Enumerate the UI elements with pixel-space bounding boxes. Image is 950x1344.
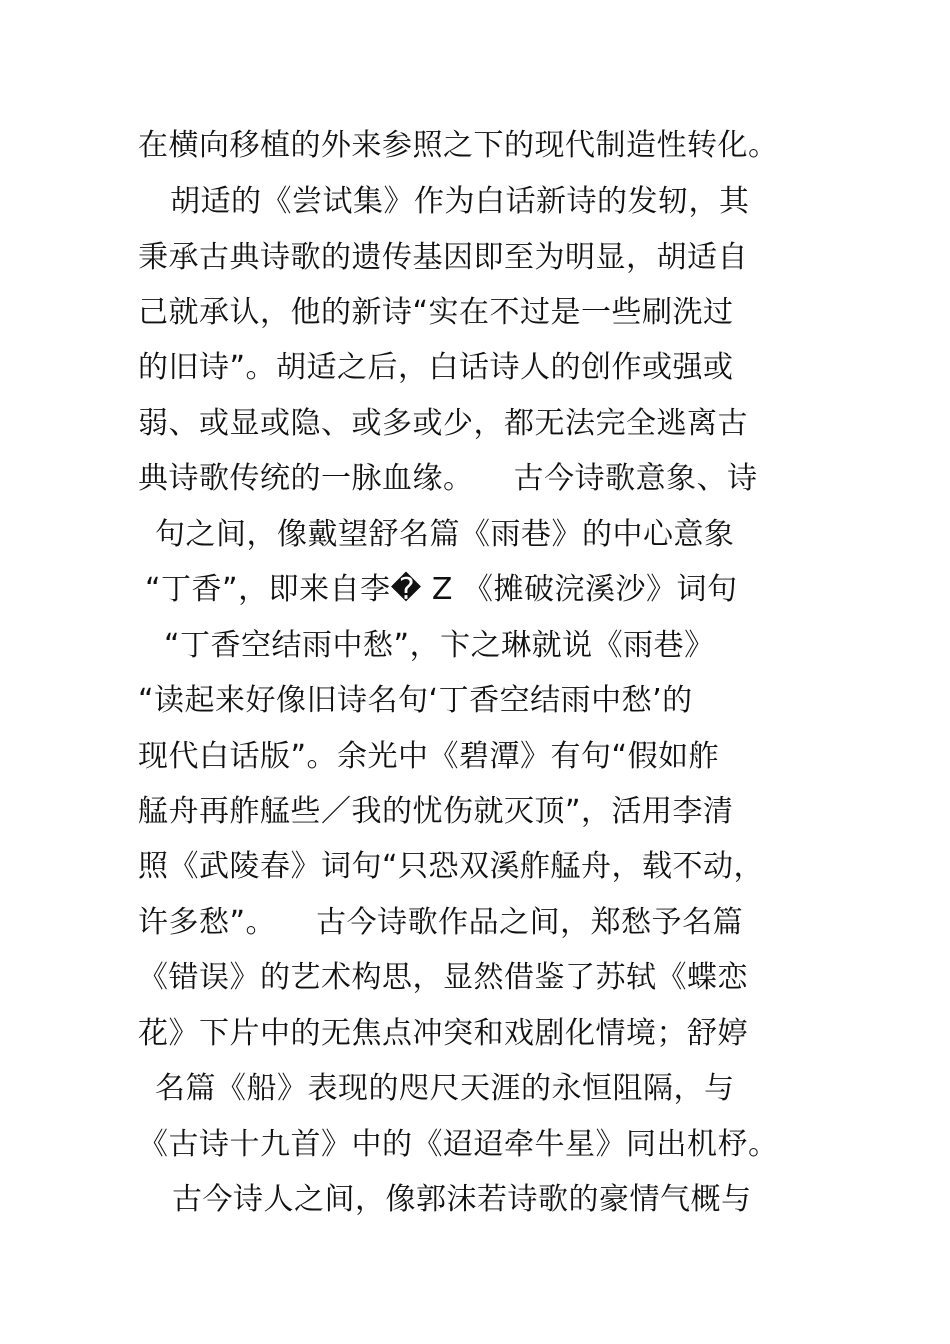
text-line: 句之间，像戴望舒名篇《雨巷》的中心意象 bbox=[155, 517, 735, 552]
text-line: 秉承古典诗歌的遗传基因即至为明显，胡适自 bbox=[138, 240, 748, 275]
text-line: 典诗歌传统的一脉血缘。 古今诗歌意象、诗 bbox=[138, 461, 758, 496]
text-line: 在横向移植的外来参照之下的现代制造性转化。 bbox=[138, 128, 779, 163]
text-line: 照《武陵春》词句“只恐双溪舴艋舟，载不动， bbox=[138, 849, 765, 884]
text-line: 己就承认，他的新诗“实在不过是一些刷洗过 bbox=[138, 295, 734, 330]
text-line: “丁香”，即来自李� Z 《摊破浣溪沙》词句 bbox=[145, 572, 738, 607]
text-line: “读起来好像旧诗名句‘丁香空结雨中愁’的 bbox=[138, 683, 693, 718]
text-line: 胡适的《尝试集》作为白话新诗的发轫，其 bbox=[170, 184, 750, 219]
text-line: “丁香空结雨中愁”，卞之琳就说《雨巷》 bbox=[164, 628, 715, 663]
text-line: 的旧诗”。胡适之后，白话诗人的创作或强或 bbox=[138, 350, 734, 385]
text-line: 《错误》的艺术构思，显然借鉴了苏轼《蝶恋 bbox=[138, 960, 748, 995]
text-line: 《古诗十九首》中的《迢迢牵牛星》同出机杼。 bbox=[138, 1127, 779, 1162]
text-line: 名篇《船》表现的咫尺天涯的永恒阻隔，与 bbox=[155, 1071, 735, 1106]
text-line: 古今诗人之间，像郭沫若诗歌的豪情气概与 bbox=[172, 1182, 752, 1217]
text-line: 许多愁”。 古今诗歌作品之间，郑愁予名篇 bbox=[138, 905, 744, 940]
text-line: 花》下片中的无焦点冲突和戏剧化情境；舒婷 bbox=[138, 1016, 748, 1051]
text-line: 艋舟再舴艋些／我的忧伤就灭顶”，活用李清 bbox=[138, 794, 734, 829]
text-line: 弱、或显或隐、或多或少，都无法完全逃离古 bbox=[138, 406, 748, 441]
text-line: 现代白话版”。余光中《碧潭》有句“假如舴 bbox=[138, 739, 720, 774]
